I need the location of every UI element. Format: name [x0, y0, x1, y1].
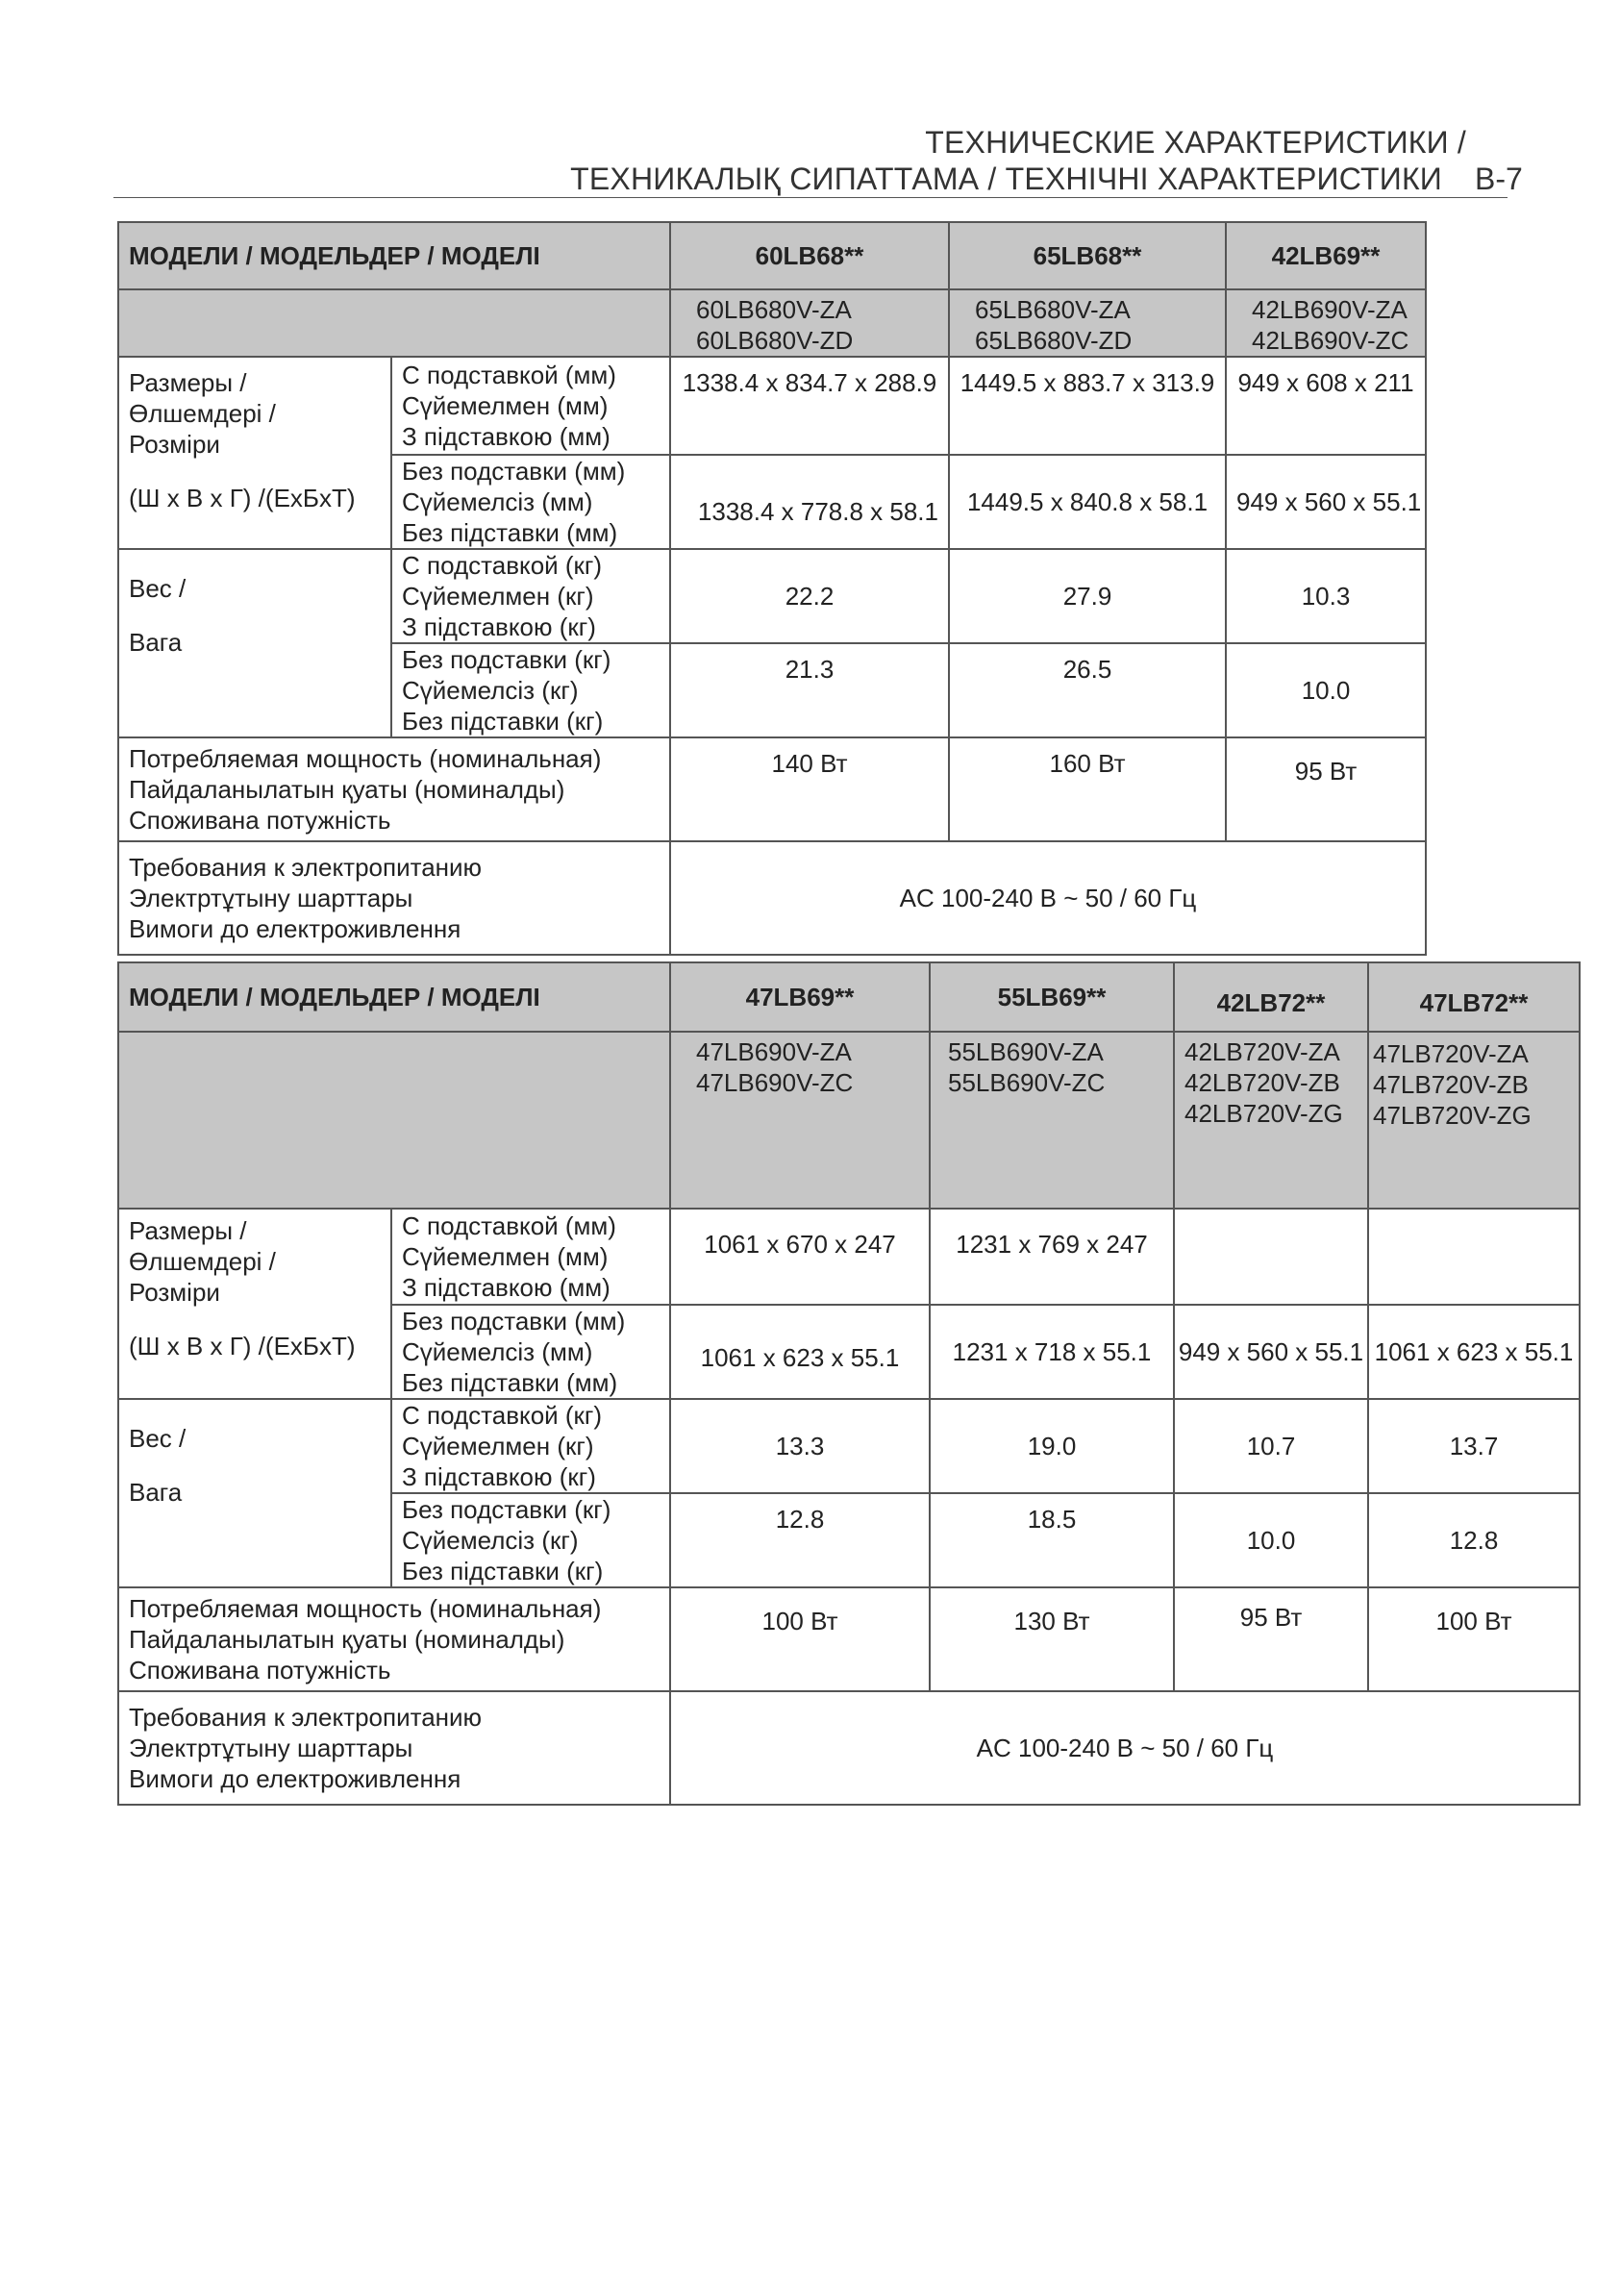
weight-value: 19.0: [930, 1399, 1174, 1493]
size-with-stand-row: [118, 357, 1426, 455]
size-value: 1231 x 718 x 55.1: [930, 1305, 1174, 1399]
label-ru: Потребляемая мощность (номинальная): [129, 1594, 602, 1623]
model-code: 47LB720V-ZB: [1373, 1070, 1529, 1099]
without-stand-mm-label: [391, 1305, 670, 1399]
power-value: 100 Вт: [1368, 1587, 1580, 1691]
label-kz: Электртұтыну шарттары: [129, 884, 413, 912]
power-value: 95 Вт: [1226, 737, 1426, 841]
label-ru: С подставкой (кг): [402, 551, 603, 580]
size-value: 1061 x 623 x 55.1: [1368, 1305, 1580, 1399]
weight-label-ru: Вес /: [129, 1424, 187, 1453]
model-codes: [670, 289, 949, 357]
label-ua: З підставкою (кг): [402, 612, 596, 641]
label-ru: Требования к электропитанию: [129, 853, 483, 882]
model-code: 42LB720V-ZB: [1184, 1068, 1340, 1097]
label-ru: С подставкой (кг): [402, 1401, 603, 1430]
supply-value: AC 100-240 В ~ 50 / 60 Гц: [670, 1691, 1580, 1805]
size-value: 1338.4 x 778.8 x 58.1: [670, 455, 949, 549]
model-codes-row: [118, 289, 1426, 357]
model-codes: [930, 1032, 1174, 1209]
models-label: МОДЕЛИ / МОДЕЛЬДЕР / МОДЕЛІ: [118, 222, 670, 289]
label-ua: Без підставки (кг): [402, 707, 604, 736]
size-value: [1174, 1209, 1368, 1305]
label-kz: Сүйемелмен (кг): [402, 1432, 594, 1460]
label-ru: Без подставки (мм): [402, 457, 626, 486]
model-name: 42LB69**: [1226, 222, 1426, 289]
model-codes-row: [118, 1032, 1580, 1209]
label-kz: Сүйемелмен (кг): [402, 582, 594, 611]
model-code: 65LB680V-ZA: [975, 295, 1131, 324]
power-value: 140 Вт: [670, 737, 949, 841]
model-codes: [949, 289, 1226, 357]
label-ua: Без підставки (мм): [402, 518, 618, 547]
model-code: 47LB690V-ZC: [696, 1068, 854, 1097]
weight-label-ua: Вага: [129, 628, 183, 657]
model-codes-empty: [118, 289, 670, 357]
size-label-ua: Розміри: [129, 1278, 220, 1307]
weight-label: [118, 1399, 391, 1587]
size-value: 949 x 560 x 55.1: [1226, 455, 1426, 549]
power-value: 100 Вт: [670, 1587, 930, 1691]
size-label: [118, 1209, 391, 1399]
label-kz: Сүйемелмен (мм): [402, 391, 609, 420]
label-kz: Сүйемелсіз (мм): [402, 487, 593, 516]
weight-value: 12.8: [670, 1493, 930, 1587]
model-code: 42LB720V-ZG: [1184, 1099, 1343, 1128]
model-code: 55LB690V-ZC: [948, 1068, 1106, 1097]
weight-value: 10.3: [1226, 549, 1426, 643]
model-code: 42LB690V-ZC: [1252, 326, 1409, 355]
label-ua: З підставкою (кг): [402, 1462, 596, 1491]
size-label-kz: Өлшемдері /: [129, 399, 276, 428]
label-ua: Вимоги до електроживлення: [129, 914, 461, 943]
size-value: 1061 x 623 x 55.1: [670, 1305, 930, 1399]
model-code: 42LB720V-ZA: [1184, 1037, 1340, 1066]
spec-table-2: [117, 961, 1581, 1806]
weight-value: 26.5: [949, 643, 1226, 737]
weight-label: [118, 549, 391, 737]
model-codes: [1174, 1032, 1368, 1209]
weight-value: 18.5: [930, 1493, 1174, 1587]
weight-label-ru: Вес /: [129, 574, 187, 603]
label-ua: Без підставки (кг): [402, 1557, 604, 1585]
without-stand-kg-label: [391, 1493, 670, 1587]
supply-label: [118, 841, 670, 955]
spec-table-1: [117, 221, 1427, 956]
size-value: 949 x 560 x 55.1: [1174, 1305, 1368, 1399]
size-label-ru: Размеры /: [129, 368, 247, 397]
weight-value: 22.2: [670, 549, 949, 643]
model-code: 60LB680V-ZD: [696, 326, 854, 355]
model-codes: [670, 1032, 930, 1209]
model-name: 47LB72**: [1368, 962, 1580, 1032]
supply-value: AC 100-240 В ~ 50 / 60 Гц: [670, 841, 1426, 955]
model-name: 42LB72**: [1174, 962, 1368, 1032]
weight-value: 10.0: [1174, 1493, 1368, 1587]
size-value: 1061 x 670 x 247: [670, 1209, 930, 1305]
model-code: 55LB690V-ZA: [948, 1037, 1104, 1066]
label-ru: Без подставки (кг): [402, 645, 611, 674]
page-number: B-7: [1475, 162, 1523, 196]
label-ru: Потребляемая мощность (номинальная): [129, 744, 602, 773]
power-row: [118, 737, 1426, 841]
power-label: [118, 1587, 670, 1691]
header-title-line1: ТЕХНИЧЕСКИЕ ХАРАКТЕРИСТИКИ /: [925, 125, 1466, 160]
models-header-row: [118, 222, 1426, 289]
label-ua: Споживана потужність: [129, 806, 391, 835]
label-kz: Пайдаланылатын қуаты (номиналды): [129, 775, 565, 804]
size-with-stand-row: [118, 1209, 1580, 1305]
without-stand-mm-label: [391, 455, 670, 549]
weight-value: 27.9: [949, 549, 1226, 643]
supply-row: [118, 1691, 1580, 1805]
label-kz: Сүйемелсіз (кг): [402, 676, 579, 705]
supply-label: [118, 1691, 670, 1805]
models-label: МОДЕЛИ / МОДЕЛЬДЕР / МОДЕЛІ: [118, 962, 670, 1032]
size-value: 1449.5 x 883.7 x 313.9: [949, 357, 1226, 455]
model-name: 65LB68**: [949, 222, 1226, 289]
label-ua: З підставкою (мм): [402, 422, 611, 451]
with-stand-mm-label: [391, 1209, 670, 1305]
label-kz: Пайдаланылатын қуаты (номиналды): [129, 1625, 565, 1654]
model-name: 60LB68**: [670, 222, 949, 289]
label-ua: Споживана потужність: [129, 1656, 391, 1685]
header-title-line2: ТЕХНИКАЛЫҚ СИПАТТАМА / ТЕХНІЧНІ ХАРАКТЕРИСТИКИ: [570, 162, 1442, 196]
power-value: 160 Вт: [949, 737, 1226, 841]
size-label-ua: Розміри: [129, 430, 220, 459]
weight-value: 12.8: [1368, 1493, 1580, 1587]
label-kz: Электртұтыну шарттары: [129, 1734, 413, 1762]
label-ua: Вимоги до електроживлення: [129, 1764, 461, 1793]
model-codes: [1368, 1032, 1580, 1209]
power-value: 130 Вт: [930, 1587, 1174, 1691]
label-ua: Без підставки (мм): [402, 1368, 618, 1397]
weight-value: 21.3: [670, 643, 949, 737]
supply-row: [118, 841, 1426, 955]
without-stand-kg-label: [391, 643, 670, 737]
with-stand-kg-label: [391, 549, 670, 643]
weight-value: 10.7: [1174, 1399, 1368, 1493]
power-value: 95 Вт: [1174, 1587, 1368, 1691]
label-ru: С подставкой (мм): [402, 361, 616, 389]
model-name: 55LB69**: [930, 962, 1174, 1032]
size-label-kz: Өлшемдері /: [129, 1247, 276, 1276]
label-kz: Сүйемелсіз (кг): [402, 1526, 579, 1555]
weight-value: 10.0: [1226, 643, 1426, 737]
label-ru: Требования к электропитанию: [129, 1703, 483, 1732]
models-header-row: [118, 962, 1580, 1032]
label-ru: Без подставки (кг): [402, 1495, 611, 1524]
model-code: 42LB690V-ZA: [1252, 295, 1408, 324]
weight-value: 13.3: [670, 1399, 930, 1493]
size-label: [118, 357, 391, 549]
model-name: 47LB69**: [670, 962, 930, 1032]
power-row: [118, 1587, 1580, 1691]
weight-with-stand-row: [118, 549, 1426, 643]
label-ua: З підставкою (мм): [402, 1273, 611, 1302]
size-dimension-note: (Ш x В x Г) /(ЕxБxТ): [129, 484, 356, 512]
header-divider: [113, 197, 1508, 198]
model-code: 47LB690V-ZA: [696, 1037, 852, 1066]
label-kz: Сүйемелмен (мм): [402, 1242, 609, 1271]
weight-value: 13.7: [1368, 1399, 1580, 1493]
label-ru: С подставкой (мм): [402, 1211, 616, 1240]
with-stand-kg-label: [391, 1399, 670, 1493]
size-value: 1449.5 x 840.8 x 58.1: [949, 455, 1226, 549]
model-code: 47LB720V-ZG: [1373, 1101, 1532, 1130]
model-codes-empty: [118, 1032, 670, 1209]
size-value: [1368, 1209, 1580, 1305]
model-code: 60LB680V-ZA: [696, 295, 852, 324]
size-value: 949 x 608 x 211: [1226, 357, 1426, 455]
size-dimension-note: (Ш x В x Г) /(ЕxБxТ): [129, 1332, 356, 1360]
size-value: 1231 x 769 x 247: [930, 1209, 1174, 1305]
size-value: 1338.4 x 834.7 x 288.9: [670, 357, 949, 455]
model-code: 47LB720V-ZA: [1373, 1039, 1529, 1068]
label-kz: Сүйемелсіз (мм): [402, 1337, 593, 1366]
model-code: 65LB680V-ZD: [975, 326, 1133, 355]
model-codes: [1226, 289, 1426, 357]
weight-with-stand-row: [118, 1399, 1580, 1493]
power-label: [118, 737, 670, 841]
weight-label-ua: Вага: [129, 1478, 183, 1507]
with-stand-mm-label: [391, 357, 670, 455]
size-label-ru: Размеры /: [129, 1216, 247, 1245]
label-ru: Без подставки (мм): [402, 1307, 626, 1335]
